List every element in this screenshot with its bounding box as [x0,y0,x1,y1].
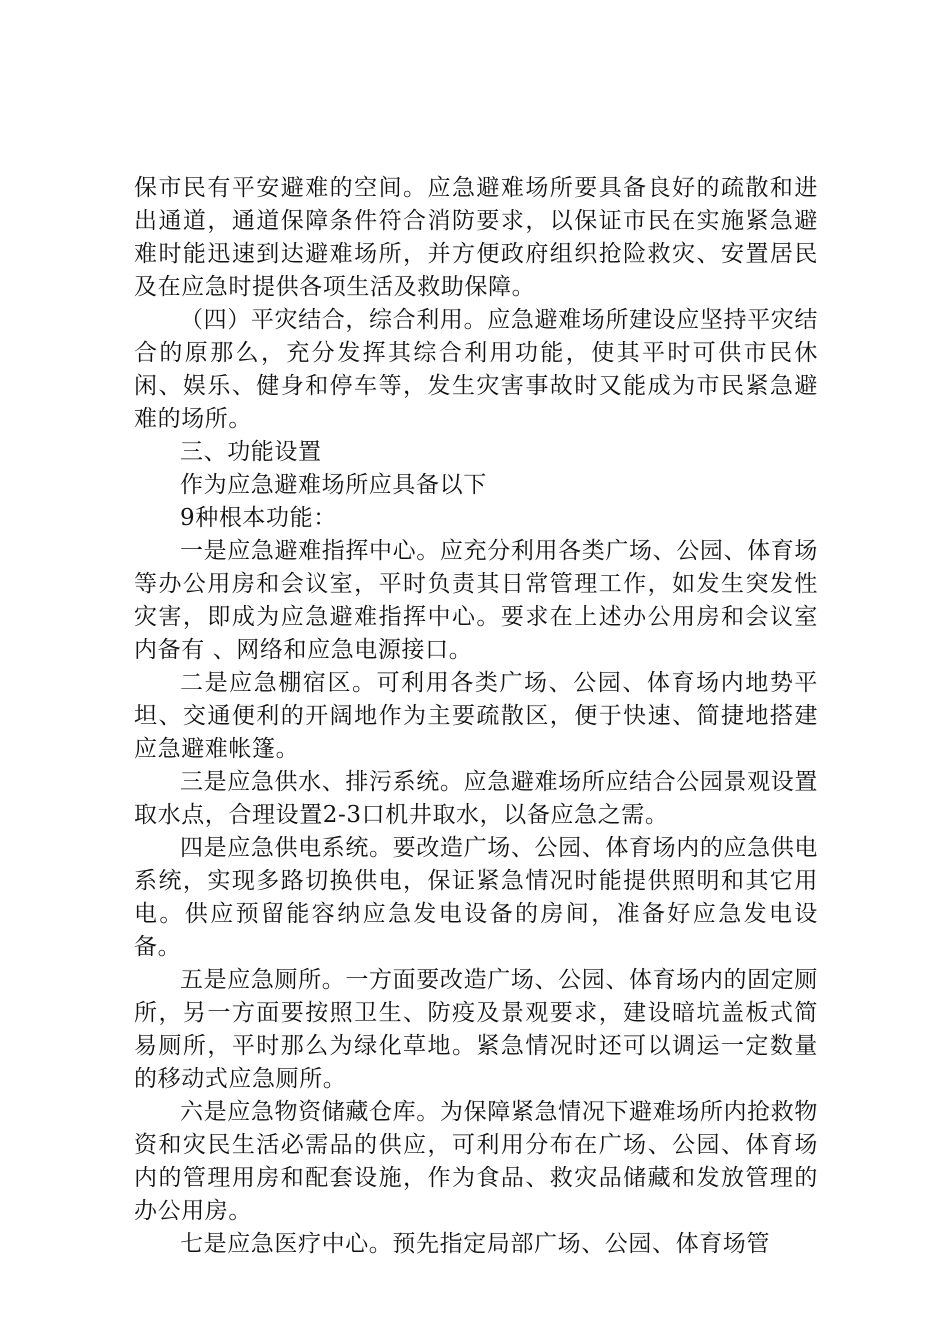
paragraph-evacuation-access: 保市民有平安避难的空间。应急避难场所要具备良好的疏散和进出通道，通道保障条件符合消防要求，以保证市民在实施紧急避难时能迅速到达避难场所，并方便政府组织抢险救灾、安置居民及在应急时提供各项生活及救助保障。 [134,175,818,300]
paragraph-shelter-area: 二是应急棚宿区。可利用各类广场、公园、体育场内地势平坦、交通便利的开阔地作为主要疏散区，便于快速、简捷地搭建应急避难帐篷。 [134,670,818,762]
paragraph-nine-functions: 9种根本功能： [180,505,337,531]
paragraph-command-center: 一是应急避难指挥中心。应充分利用各类广场、公园、体育场等办公用房和会议室，平时负责其日常管理工作，如发生突发性灾害，即成为应急避难指挥中心。要求在上述办公用房和会议室内备有 、网络和应急电源接口。 [134,538,818,663]
paragraph-peacetime-disaster-combination: （四）平灾结合，综合利用。应急避难场所建设应坚持平灾结合的原那么，充分发挥其综合利用功能，使其平时可供市民休闲、娱乐、健身和停车等，发生灾害事故时又能成为市民紧急避难的场所。 [134,307,818,432]
paragraph-medical-center: 七是应急医疗中心。预先指定局部广场、公园、体育场管 [180,1231,770,1257]
paragraph-supply-warehouse: 六是应急物资储藏仓库。为保障紧急情况下避难场所内抢救物资和灾民生活必需品的供应，可利用分布在广场、公园、体育场内的管理用房和配套设施，作为食品、救灾品储藏和发放管理的办公用房。 [134,1099,818,1224]
paragraph-toilets: 五是应急厕所。一方面要改造广场、公园、体育场内的固定厕所，另一方面要按照卫生、防疫及景观要求，建设暗坑盖板式简易厕所，平时那么为绿化草地。紧急情况时还可以调运一定数量的移动式应急厕所。 [134,967,818,1092]
document-body [134,172,818,1261]
paragraph-power-supply: 四是应急供电系统。要改造广场、公园、体育场内的应急供电系统，实现多路切换供电，保证紧急情况时能提供照明和其它用电。供应预留能容纳应急发电设备的房间，准备好应急发电设备。 [134,835,818,960]
section-heading-function-setup: 三、功能设置 [180,439,322,465]
paragraph-functions-intro: 作为应急避难场所应具备以下 [180,472,487,498]
paragraph-water-drainage: 三是应急供水、排污系统。应急避难场所应结合公园景观设置取水点，合理设置2-3口机井取水，以备应急之需。 [134,769,818,828]
